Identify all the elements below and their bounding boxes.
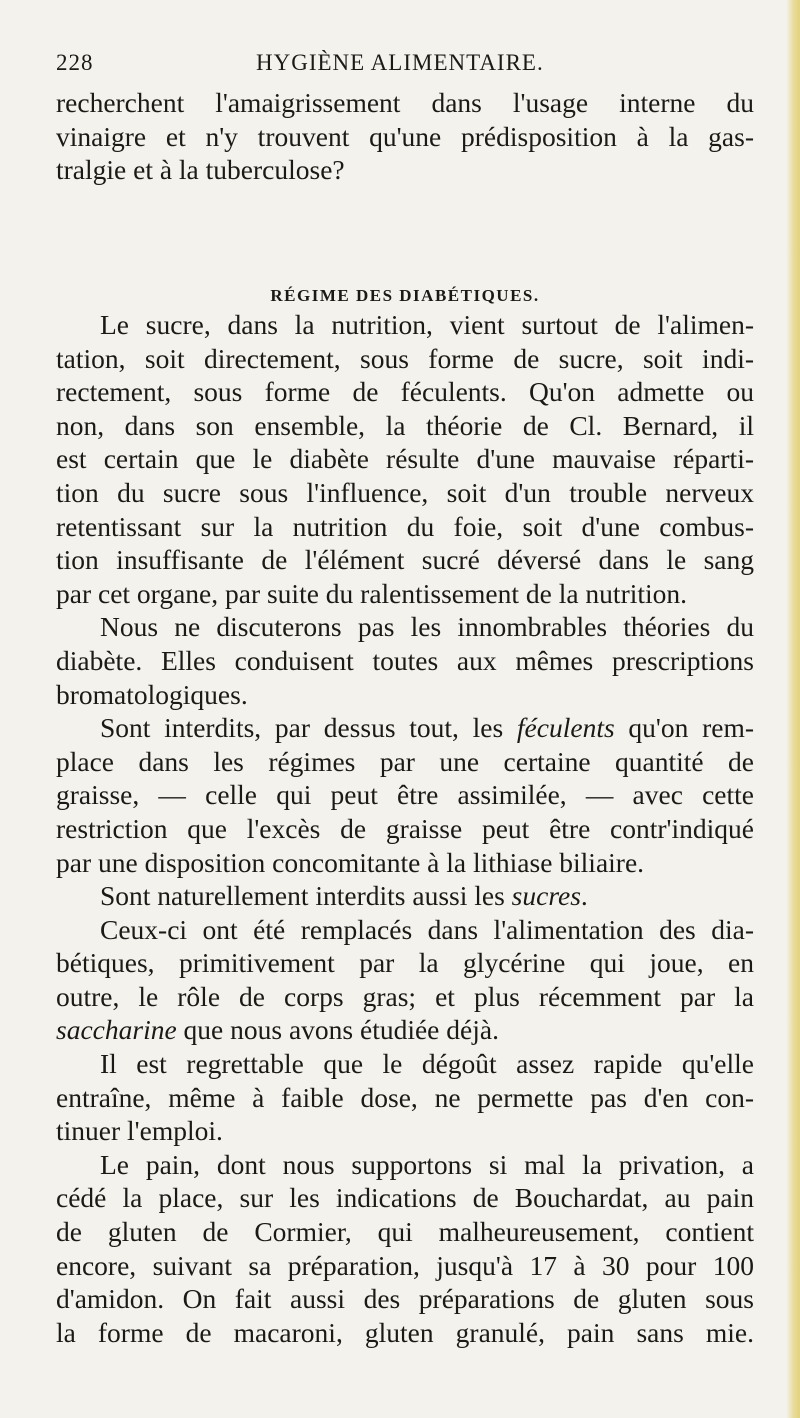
emphasis-saccharine: saccharine [56, 1014, 177, 1046]
emphasis-feculents: féculents [516, 712, 615, 744]
text-line: outre, le rôle de corps gras; et plus récemment par la [56, 980, 754, 1012]
text-line: encore, suivant sa préparation, jusqu'à 17 à 30 pour 100 [56, 1249, 754, 1281]
text-line: Nous ne discuterons pas les innombrables théories du [100, 611, 754, 643]
running-header [56, 50, 746, 84]
page-number: 228 [56, 50, 94, 75]
text-line: cédé la place, sur les indications de Bouchardat, au pain [56, 1182, 754, 1214]
text-line: rectement, sous forme de féculents. Qu'on admette ou [56, 376, 754, 408]
section-heading: RÉGIME DES DIABÉTIQUES. [270, 286, 540, 305]
text-line: tralgie et à la tuberculose? [56, 154, 345, 186]
text-line: par une disposition concomitante à la lithiase biliaire. [56, 846, 645, 878]
text-segment: Sont naturellement interdits aussi les [100, 880, 512, 912]
text-line: retentissant sur la nutrition du foie, soit d'une combus- [56, 510, 754, 542]
text-line: Le pain, dont nous supportons si mal la privation, a [100, 1148, 754, 1180]
text-line [56, 1013, 754, 1047]
text-line: la forme de macaroni, gluten granulé, pain sans mie. [56, 1316, 754, 1348]
text-line: restriction que l'excès de graisse peut être contr'indiqué [56, 812, 754, 844]
text-line: vinaigre et n'y trouvent qu'une prédisposition à la gas- [56, 120, 754, 152]
text-segment: qu'on rem- [614, 712, 754, 744]
running-title: HYGIÈNE ALIMENTAIRE. [256, 50, 544, 75]
text-line: tinuer l'emploi. [56, 1115, 223, 1147]
text-line: tion insuffisante de l'élément sucré déversé dans le sang [56, 544, 754, 576]
text-line: Ceux-ci ont été remplacés dans l'alimentation des dia- [100, 913, 754, 945]
text-line: place dans les régimes par une certaine quantité de [56, 745, 754, 777]
emphasis-sucres: sucres [511, 880, 581, 912]
text-segment: . [580, 880, 588, 912]
intro-paragraph [56, 86, 754, 187]
text-line: d'amidon. On fait aussi des préparations de gluten sous [56, 1283, 754, 1315]
text-line [56, 879, 754, 913]
text-segment: Sont interdits, par dessus tout, les [100, 712, 517, 744]
page-edge [786, 0, 800, 1418]
text-line: diabète. Elles conduisent toutes aux mêmes prescriptions [56, 644, 754, 676]
text-line: tion du sucre sous l'influence, soit d'un trouble nerveux [56, 476, 754, 508]
text-line: par cet organe, par suite du ralentissement de la nutrition. [56, 577, 688, 609]
main-text [56, 308, 754, 1349]
text-line: recherchent l'amaigrissement dans l'usage interne du [56, 87, 754, 118]
text-line: Il est regrettable que le dégoût assez rapide qu'elle [100, 1048, 754, 1080]
text-segment: que nous avons étudiée déjà. [176, 1014, 499, 1046]
text-line: non, dans son ensemble, la théorie de Cl. Bernard, il [56, 409, 754, 441]
text-line: Le sucre, dans la nutrition, vient surtout de l'alimen- [100, 309, 754, 340]
text-line: est certain que le diabète résulte d'une mauvaise réparti- [56, 443, 754, 475]
text-line: tation, soit directement, sous forme de sucre, soit indi- [56, 342, 754, 374]
text-line: graisse, — celle qui peut être assimilée, — avec cette [56, 779, 754, 811]
text-line: bromatologiques. [56, 678, 248, 710]
text-line: entraîne, même à faible dose, ne permette pas d'en con- [56, 1081, 754, 1113]
text-line: bétiques, primitivement par la glycérine qui joue, en [56, 947, 754, 979]
text-line: de gluten de Cormier, qui malheureusement, contient [56, 1216, 754, 1248]
text-line [56, 711, 754, 745]
